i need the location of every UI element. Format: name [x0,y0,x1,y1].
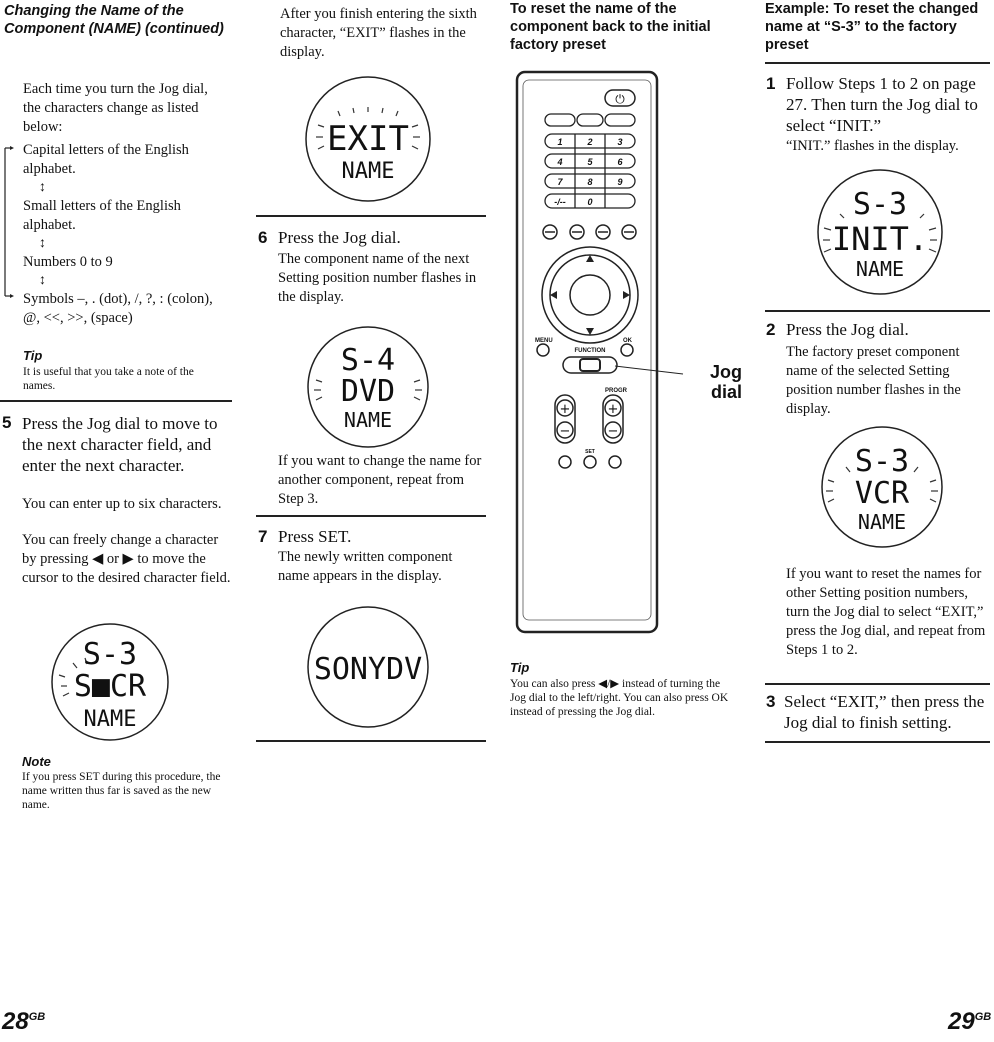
col1-intro: Each time you turn the Jog dial, the characters change as listed below: [23,81,208,135]
character-list [23,141,223,328]
minus-icon: − [607,424,619,439]
lcd-display-dvd [298,325,438,450]
list-item: Numbers 0 to 9 [23,254,113,270]
set-label: SET [585,449,595,455]
plus-icon: + [607,402,619,417]
progr-label: PROGR [605,388,628,394]
plus-icon: + [559,402,571,417]
tip-title: Tip [23,348,43,363]
divider [0,400,232,402]
ok-button[interactable] [621,344,633,356]
step-body: You can enter up to six characters. [22,496,222,512]
power-icon: ⏻ [615,92,625,106]
lcd-line2: S■CR [73,669,147,704]
key-label: 6 [617,157,623,167]
col4-heading: Example: To reset the changed name at “S-3” to the factory preset [765,1,979,53]
note-text: If you press SET during this procedure, the name written thus far is saved as the new name. [22,771,221,811]
divider [256,215,486,217]
key-label: 0 [587,197,593,207]
page-suffix: GB [28,1011,46,1023]
col3-heading: To reset the name of the component back to the initial factory preset [510,1,711,53]
key-label: 8 [587,177,593,187]
lcd-line1: EXIT [327,119,409,159]
lcd-display-exit [298,75,438,205]
lcd-line3: NAME [855,257,905,281]
tip-text: You can also press ◀/▶ instead of turning the Jog dial to the left/right. You can also press OK instead of pressing the Jog dial. [510,678,729,718]
step-number: 1 [766,74,776,93]
lcd-line3: NAME [83,707,137,732]
tip-text: It is useful that you take a note of the names. [23,366,194,392]
remote-control-illustration [505,70,725,640]
col1-heading: Changing the Name of the Component (NAME) (continued) [4,3,224,37]
lcd-line2: INIT. [831,220,929,258]
lcd-line2: VCR [854,476,910,511]
key-label: -/-- [554,197,566,207]
list-item: Capital letters of the English alphabet. [23,142,189,177]
step-body: “INIT.” flashes in the display. [786,138,959,154]
step-body: The component name of the next Setting position number flashes in the display. [278,251,477,305]
list-item: Symbols –, . (dot), /, ?, : (colon), @, <<, >>, (space) [23,291,213,326]
step-number: 3 [766,692,776,711]
key-label: 9 [617,177,623,187]
key-label: 1 [557,137,563,147]
updown-arrow-icon: ↕ [39,273,46,288]
lcd-display-init [810,168,950,298]
divider [256,740,486,742]
step-extra: If you want to change the name for another component, repeat from Step 3. [278,453,482,507]
lcd-line1: SONYDV [313,652,423,687]
key-label: 5 [587,157,593,167]
list-bracket [2,146,16,300]
step-number: 6 [258,228,268,247]
tip-title: Tip [510,660,530,675]
page-suffix: GB [974,1011,992,1023]
step-body: You can freely change a character by pressing ◀ or ▶ to move the cursor to the desired character field. [22,532,231,586]
function-label: FUNCTION [574,348,606,354]
step-title: Press the Jog dial to move to the next character field, and enter the next character. [22,414,218,475]
menu-button[interactable] [537,344,549,356]
page-number-right [948,1008,991,1036]
list-item: Small letters of the English alphabet. [23,198,181,233]
divider [256,515,486,517]
step-title: Press the Jog dial. [786,320,909,339]
step-title: Press the Jog dial. [278,228,401,247]
page-number-left [2,1008,45,1036]
lcd-line3: NAME [857,510,907,534]
lcd-display-vcr [812,425,952,550]
lcd-line2: NAME [341,159,395,184]
page-number: 29 [948,1008,975,1035]
key-label: 4 [557,157,563,167]
divider [765,62,990,64]
step-body: The factory preset component name of the selected Setting position number flashes in the display. [786,344,961,417]
key-label: 2 [587,137,593,147]
lcd-line2: DVD [340,374,396,409]
key-label: 7 [557,177,563,187]
step-number: 2 [766,320,776,339]
step-extra: If you want to reset the names for other Setting position numbers, turn the Jog dial to select “EXIT,” press the Jog dial, and repeat from Steps 1 to 2. [786,566,986,658]
step-number: 5 [2,413,12,432]
step-number: 7 [258,527,268,546]
lcd-line3: NAME [343,408,393,432]
updown-arrow-icon: ↕ [39,180,46,195]
lcd-line1: S-3 [854,444,910,479]
divider [765,683,990,685]
col2-intro: After you finish entering the sixth character, “EXIT” flashes in the display. [280,6,477,60]
note-title: Note [22,754,51,769]
updown-arrow-icon: ↕ [39,236,46,251]
step-title: Follow Steps 1 to 2 on page 27. Then turn the Jog dial to select “INIT.” [786,74,978,135]
key-label: 3 [617,137,623,147]
lcd-display-sonydv [298,605,438,730]
lcd-line1: S-3 [82,637,138,672]
step-title: Select “EXIT,” then press the Jog dial to finish setting. [784,692,985,732]
ok-label: OK [623,338,632,344]
jog-dial-callout: Jog dial [709,362,742,402]
minus-icon: − [559,424,571,439]
step-title: Press SET. [278,527,352,546]
lcd-line1: S-4 [340,343,396,378]
divider [765,310,990,312]
lcd-display-s3-cursor [45,620,175,745]
page-number: 28 [2,1008,29,1035]
set-button[interactable] [584,456,596,468]
divider [765,741,990,743]
menu-label: MENU [535,338,553,344]
lcd-line1: S-3 [852,187,908,222]
step-body: The newly written component name appears in the display. [278,549,453,584]
